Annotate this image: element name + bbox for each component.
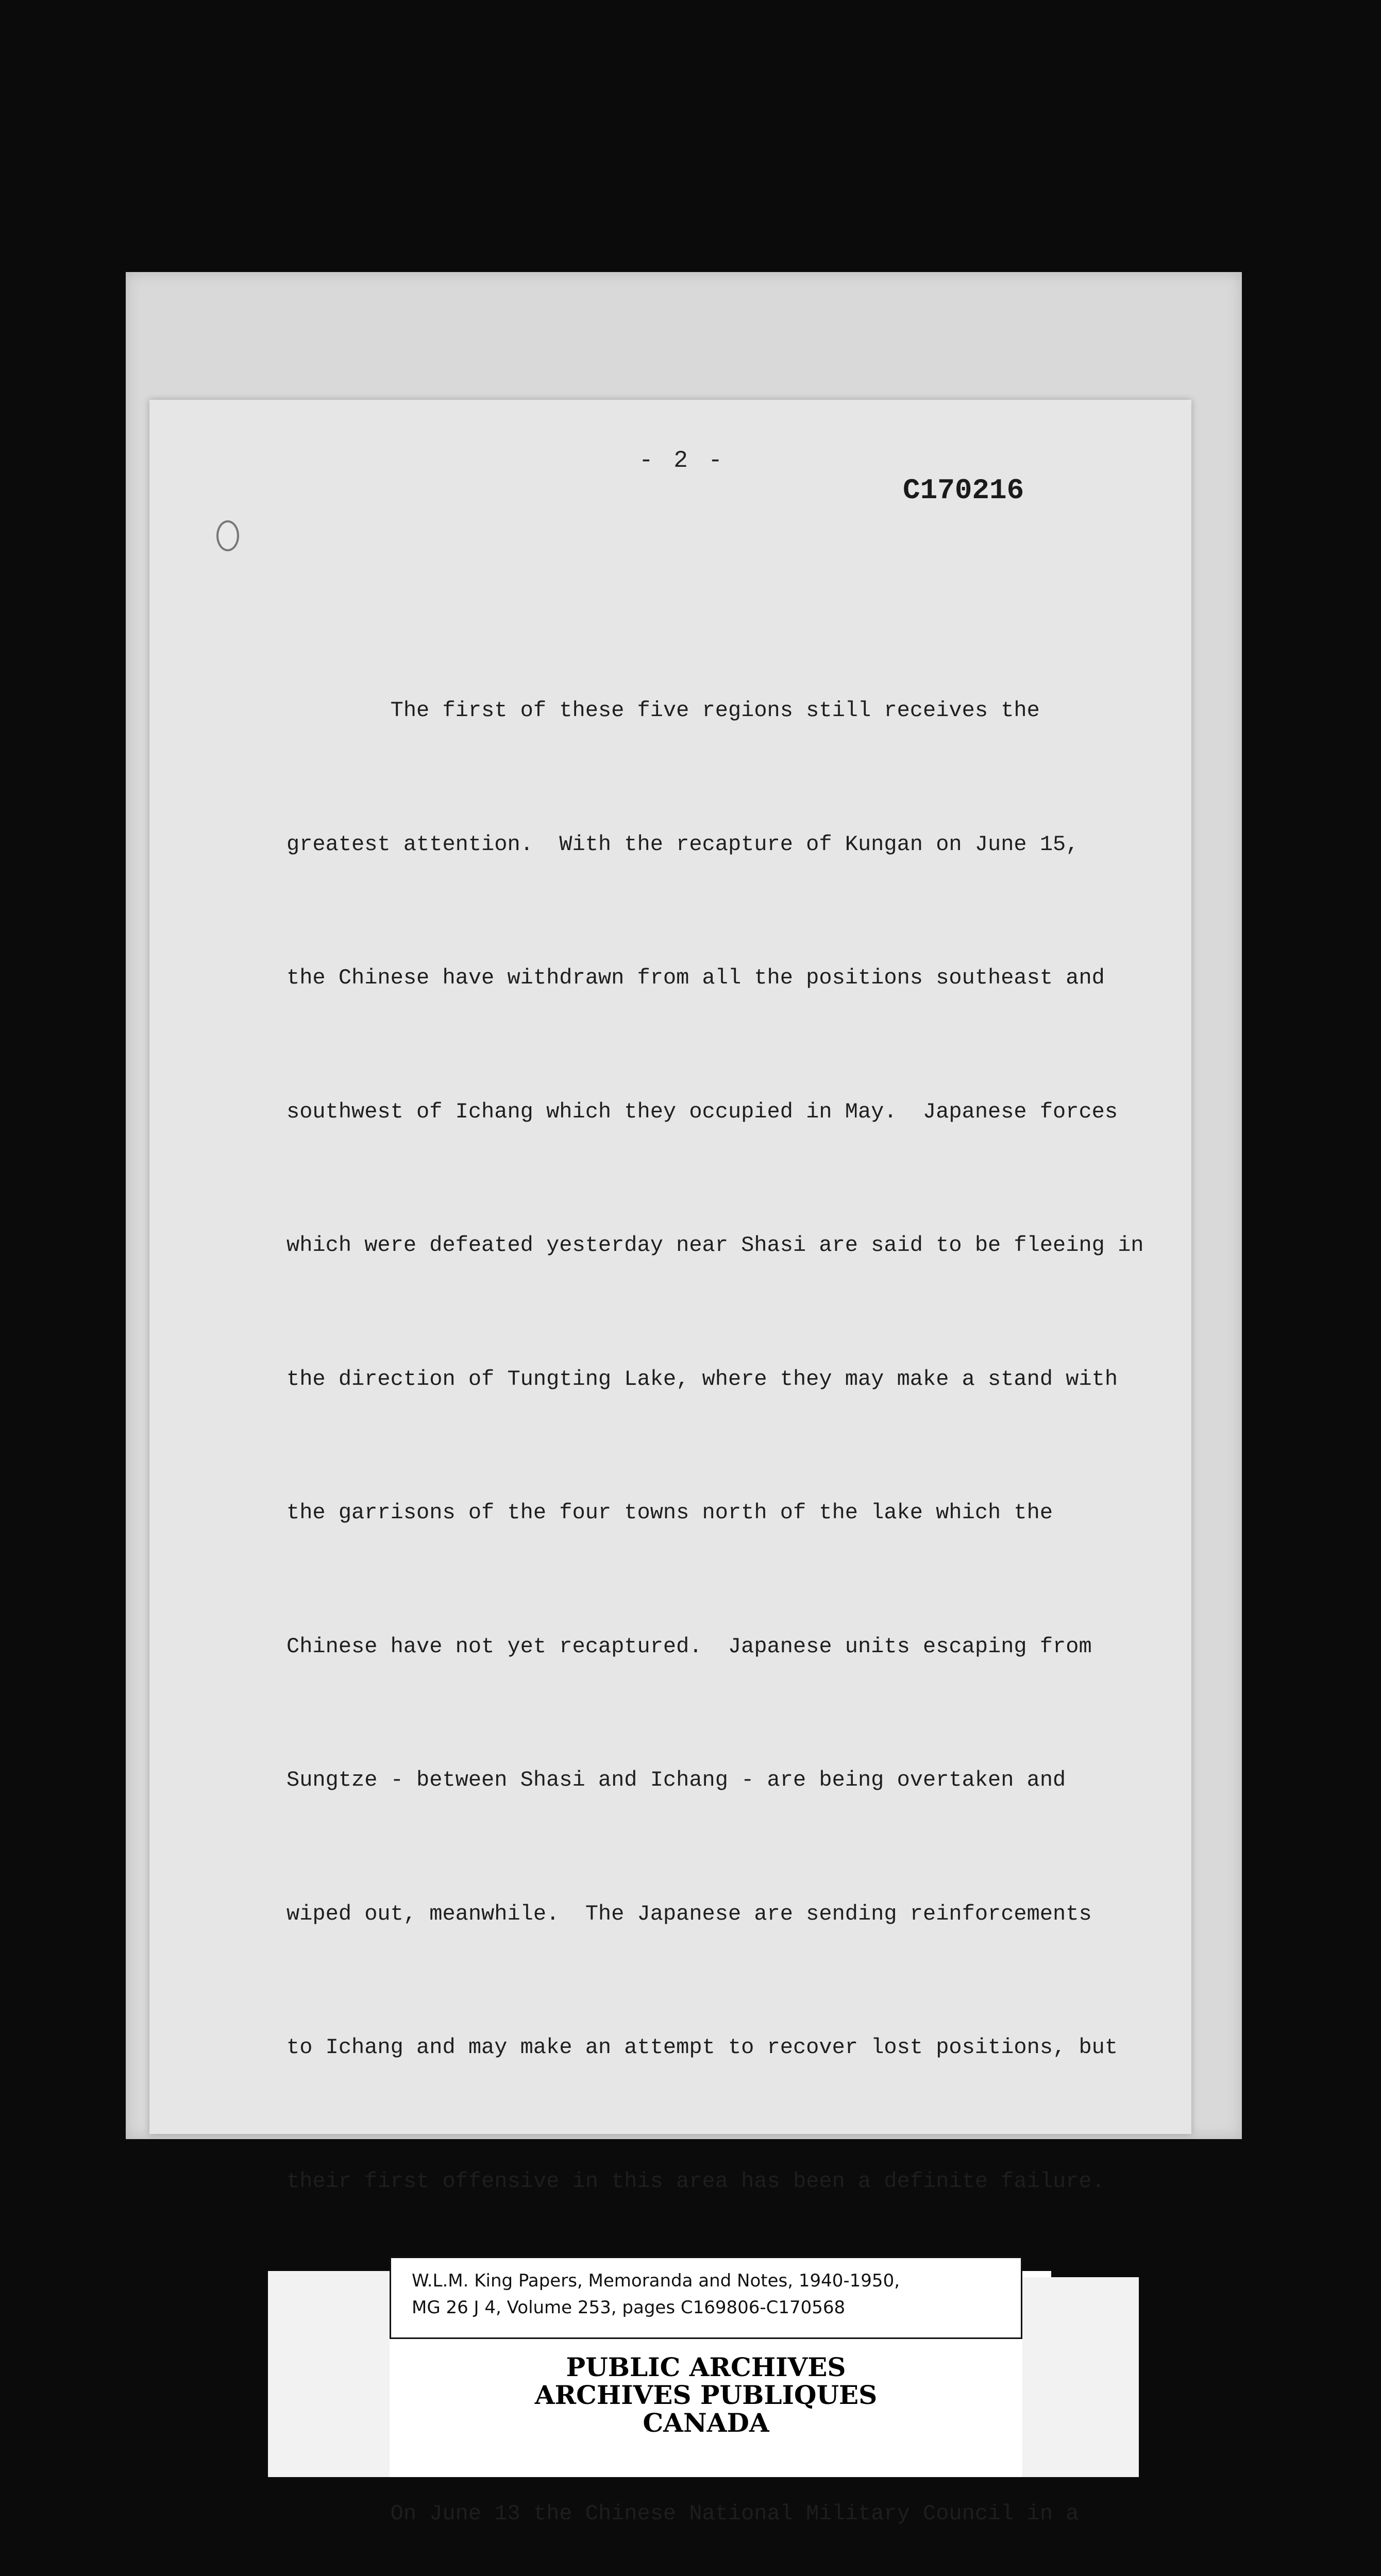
punch-hole-mark [216,520,239,551]
citation-line-2: MG 26 J 4, Volume 253, pages C169806-C170568 [412,2297,846,2318]
text-line: greatest attention. With the recapture of Kungan on June 15, [287,832,1079,857]
archives-country: CANADA [643,2408,769,2438]
text-line: Chinese have not yet recaptured. Japanese units escaping from [287,1634,1092,1659]
archive-card-tab-left [268,2271,390,2477]
citation-line-1: W.L.M. King Papers, Memoranda and Notes, 1940-1950, [412,2270,900,2291]
text-line: southwest of Ichang which they occupied in May. Japanese forces [287,1099,1118,1124]
archive-citation-label [390,2257,1022,2339]
text-line: which were defeated yesterday near Shasi are said to be fleeing in [287,1233,1144,1258]
text-line: the Chinese have withdrawn from all the positions southeast and [287,965,1105,990]
paragraph-1 [287,599,1152,2293]
text-line: their first offensive in this area has been a definite failure. [287,2168,1105,2194]
text-line: to Ichang and may make an attempt to recover lost positions, but [287,2035,1118,2060]
document-code-stamp: C170216 [903,474,1024,507]
archive-card-tab-right [1022,2277,1139,2477]
text-line: the direction of Tungting Lake, where they may make a stand with [287,1366,1118,1392]
text-line: The first of these five regions still receives the [287,698,1040,723]
archives-english: PUBLIC ARCHIVES [566,2352,846,2382]
text-line: On June 13 the Chinese National Military Council in a [287,2501,1079,2526]
text-line: Sungtze - between Shasi and Ichang - are being overtaken and [287,1768,1066,1792]
text-line: wiped out, meanwhile. The Japanese are sending reinforcements [287,1901,1092,1926]
archives-french: ARCHIVES PUBLIQUES [534,2380,878,2410]
page-number: - 2 - [639,447,726,474]
archives-stamp [390,2353,1022,2437]
text-line: the garrisons of the four towns north of the lake which the [287,1500,1053,1525]
